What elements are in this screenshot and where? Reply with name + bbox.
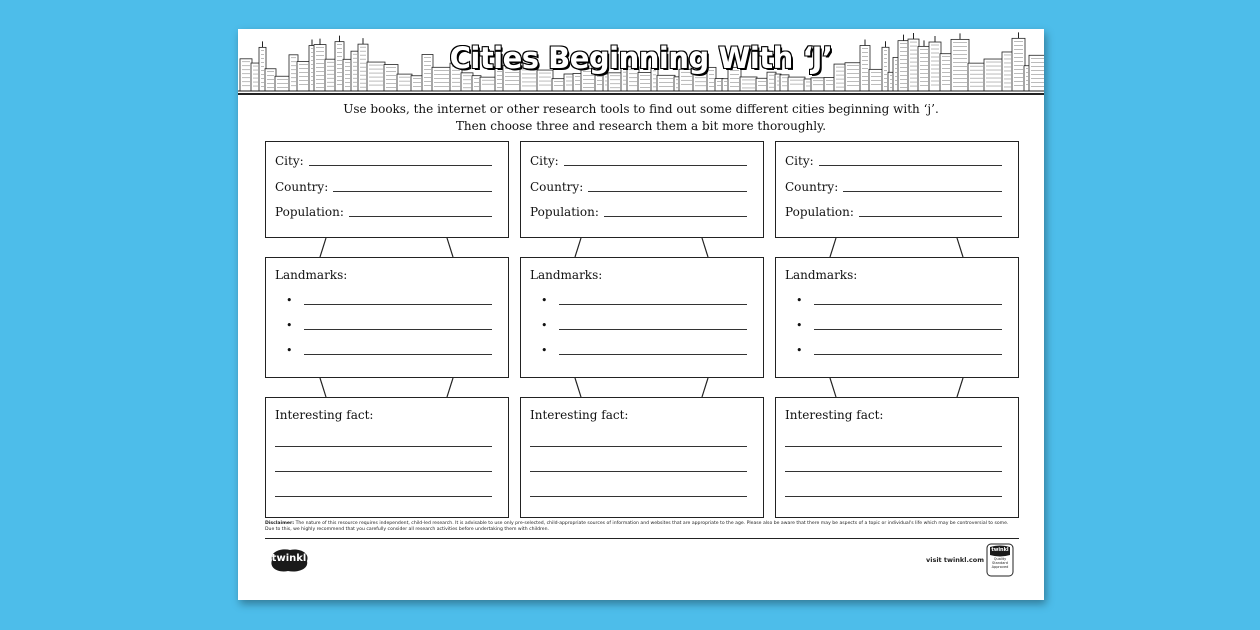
instructions-line-2: Then choose three and research them a bit more thoroughly. — [455, 119, 827, 133]
page-title: Cities Beginning With ‘J’ — [449, 41, 833, 75]
landmark-entry[interactable]: • — [541, 343, 747, 357]
landmark-entry[interactable]: • — [541, 318, 747, 332]
landmark-entry[interactable]: • — [286, 318, 492, 332]
fact-line[interactable] — [785, 471, 1002, 472]
landmarks-box-2 — [520, 257, 764, 378]
fact-box-1 — [265, 397, 509, 518]
fact-label-2: Interesting fact: — [530, 408, 629, 422]
population-field-1[interactable]: Population: — [275, 203, 492, 219]
city-field-2[interactable]: City: — [530, 152, 747, 168]
fact-line[interactable] — [530, 496, 747, 497]
city-info-box-3 — [775, 141, 1019, 238]
city-info-box-1 — [265, 141, 509, 238]
country-field-2[interactable]: Country: — [530, 178, 747, 194]
disclaimer: Disclaimer: The nature of this resource requires independent, child-led research. It is advisable to use only pre-selected, child-appropriate sources of information and websites that are appropriate to the age. Please also be aware that there may be aspects of a topic or individual's life which may be controversial to some. Due to this, we highly recommend that you carefully consider all research activities before undertaking them with children. — [265, 521, 1009, 532]
fact-box-2 — [520, 397, 764, 518]
country-field-3[interactable]: Country: — [785, 178, 1002, 194]
worksheet-page — [238, 29, 1044, 600]
twinkl-logo[interactable]: twinkl — [268, 547, 310, 573]
fact-line[interactable] — [275, 446, 492, 447]
landmark-entry[interactable]: • — [286, 293, 492, 307]
landmarks-box-3 — [775, 257, 1019, 378]
population-field-2[interactable]: Population: — [530, 203, 747, 219]
landmark-entry[interactable]: • — [796, 293, 1002, 307]
landmark-entry[interactable]: • — [541, 293, 747, 307]
fact-line[interactable] — [530, 446, 747, 447]
city-field-1[interactable]: City: — [275, 152, 492, 168]
city-field-3[interactable]: City: — [785, 152, 1002, 168]
visit-link[interactable]: visit twinkl.com — [926, 556, 985, 564]
fact-label-1: Interesting fact: — [275, 408, 374, 422]
fact-line[interactable] — [275, 471, 492, 472]
fact-line[interactable] — [785, 446, 1002, 447]
city-info-box-2 — [520, 141, 764, 238]
landmarks-label-2: Landmarks: — [530, 268, 603, 282]
landmark-entry[interactable]: • — [796, 318, 1002, 332]
fact-line[interactable] — [785, 496, 1002, 497]
fact-box-3 — [775, 397, 1019, 518]
fact-line[interactable] — [530, 471, 747, 472]
fact-label-3: Interesting fact: — [785, 408, 884, 422]
landmarks-label-1: Landmarks: — [275, 268, 348, 282]
landmark-entry[interactable]: • — [286, 343, 492, 357]
country-field-1[interactable]: Country: — [275, 178, 492, 194]
fact-line[interactable] — [275, 496, 492, 497]
quality-badge: twinkl Quality Standard Approved — [986, 543, 1014, 577]
landmarks-box-1 — [265, 257, 509, 378]
instructions-line-1: Use books, the internet or other research tools to find out some different cities beginning with ‘j’. — [343, 102, 939, 116]
landmarks-label-3: Landmarks: — [785, 268, 858, 282]
landmark-entry[interactable]: • — [796, 343, 1002, 357]
population-field-3[interactable]: Population: — [785, 203, 1002, 219]
footer-divider — [265, 538, 1019, 539]
